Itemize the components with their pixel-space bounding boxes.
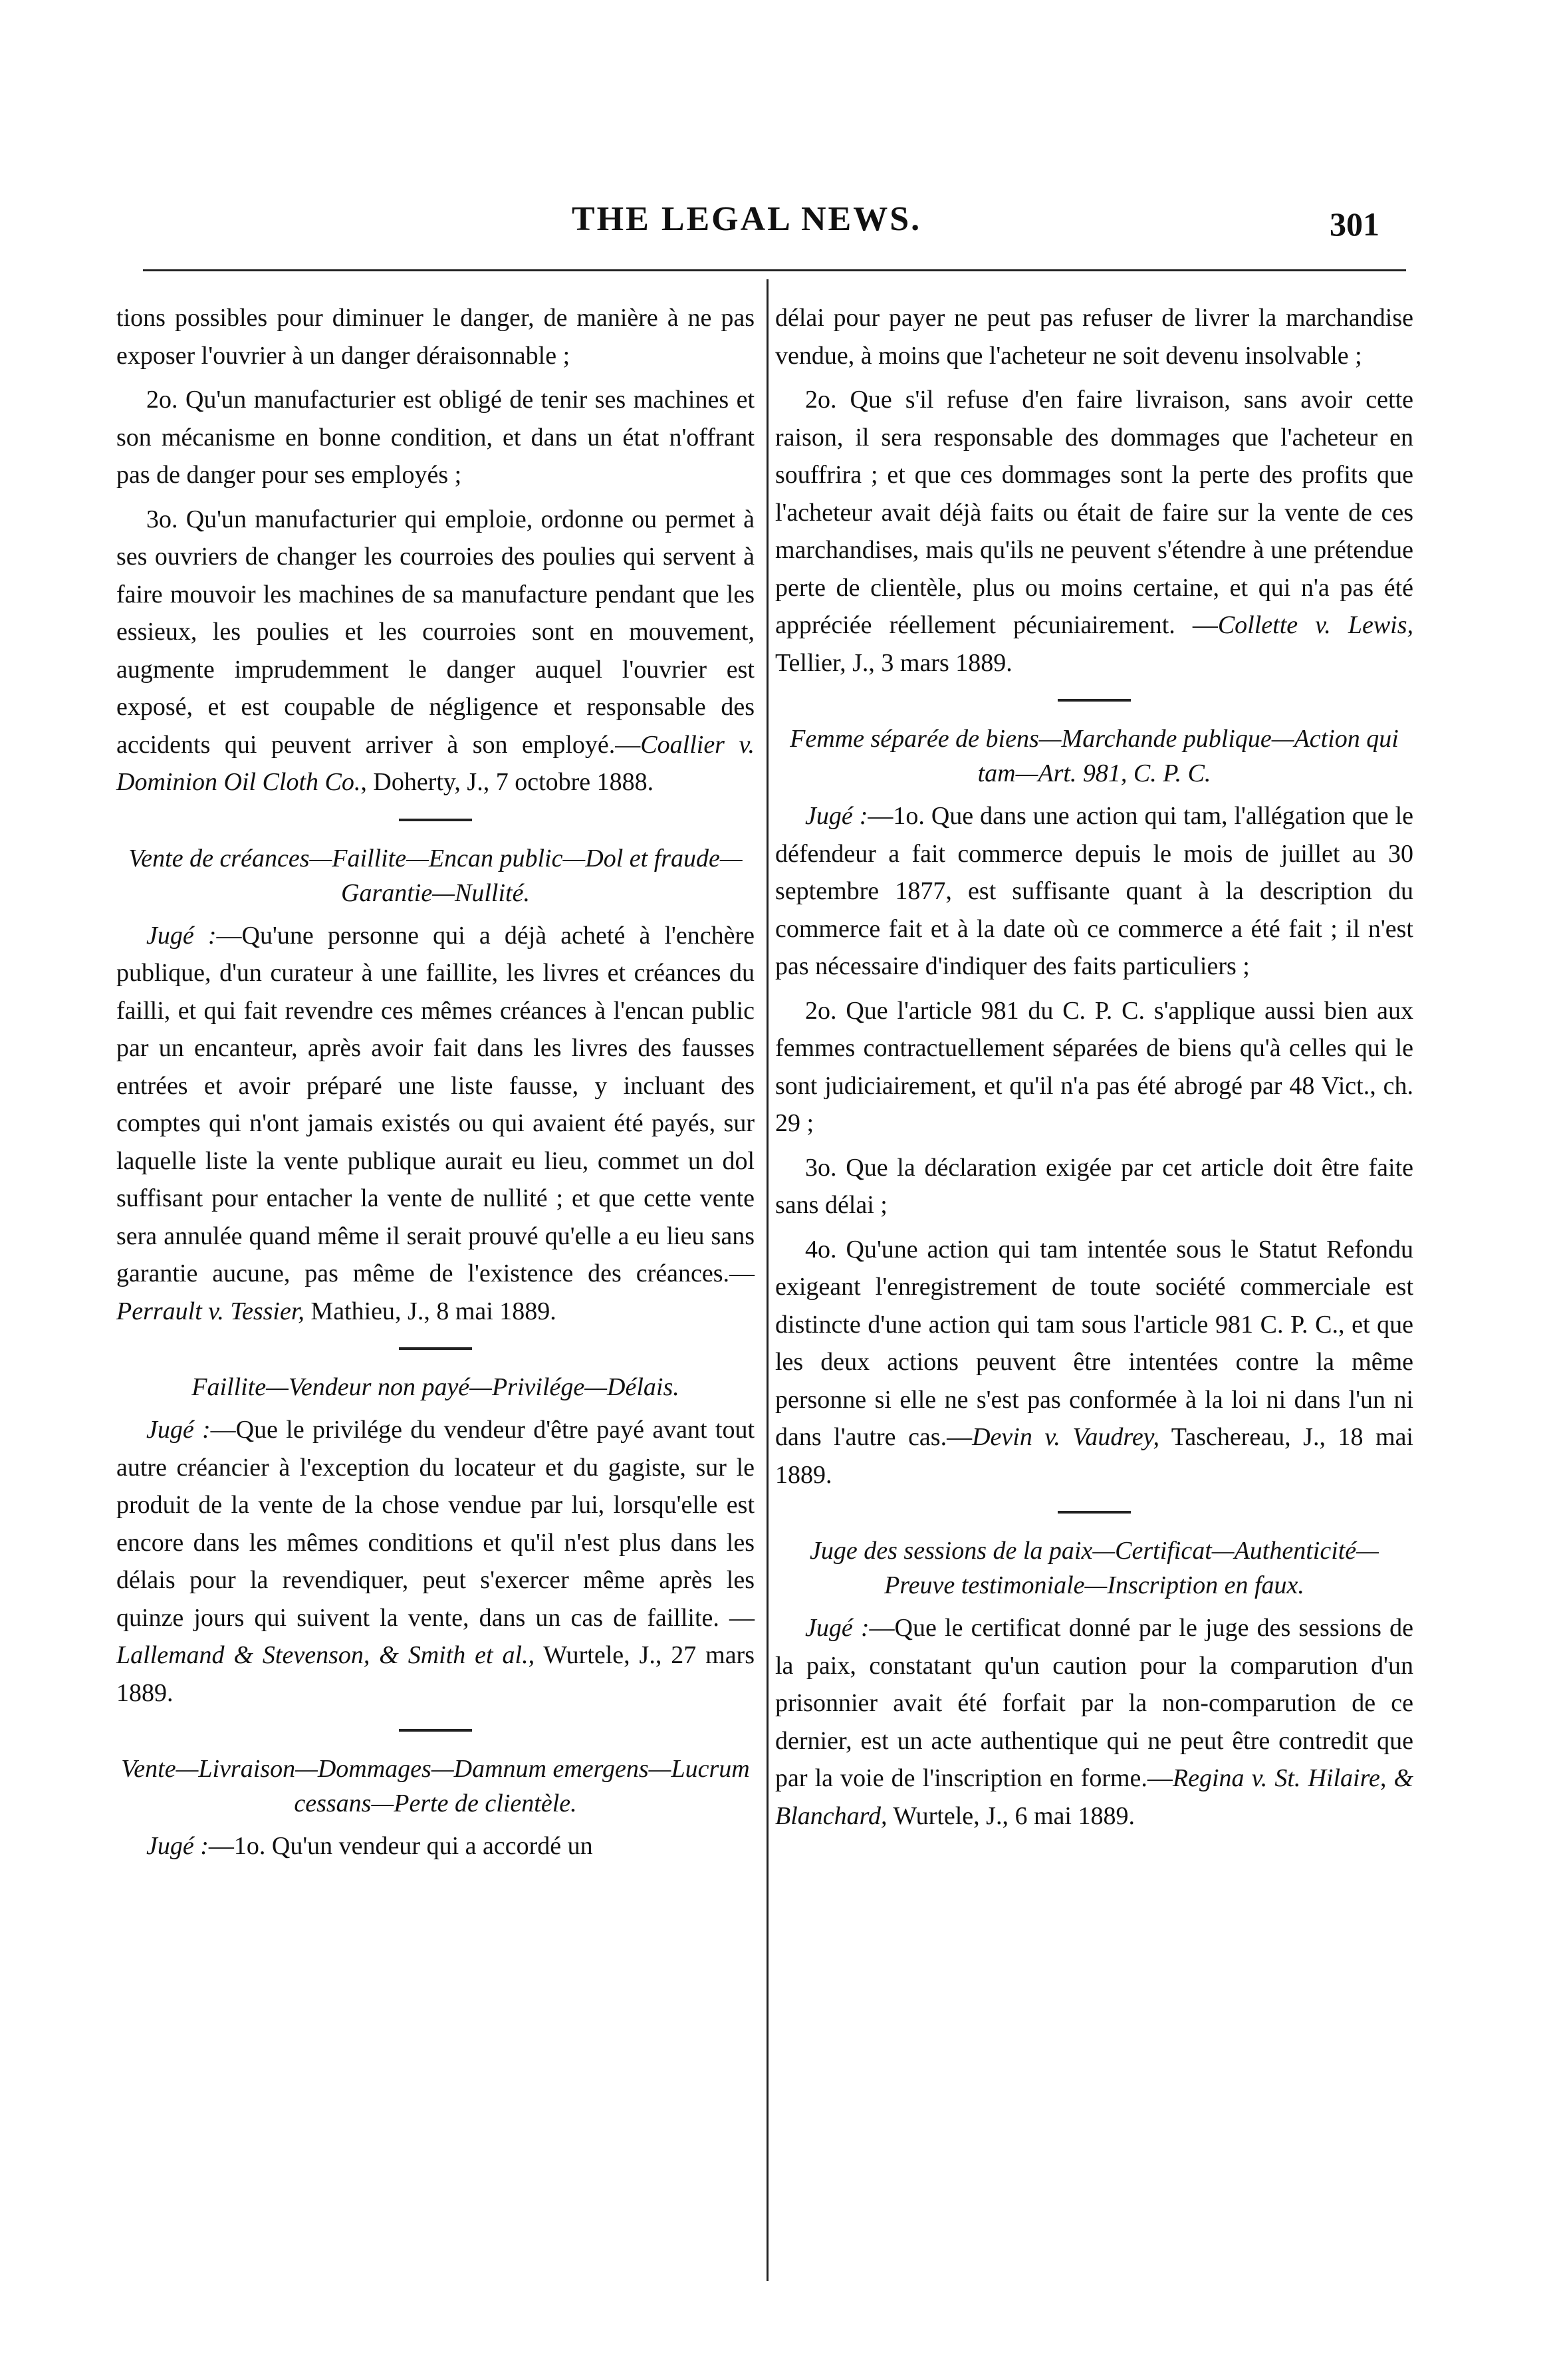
paragraph: Jugé :—1o. Qu'un vendeur qui a accordé un	[146, 1832, 593, 1860]
paragraph: Jugé :—Que le privilége du vendeur d'être payé avant tout autre créancier à l'exception du locateur et du gagiste, sur le produit de la vente de la chose vendue par lui, lorsqu'elle est encore dans les mêmes conditions et qu'il n'est plus dans les délais pour la revendiquer, peut s'exercer même après les quinze jours qui suivent la vente, dans un cas de faillite. —Lallemand & Stevenson, & Smith et al., Wurtele, J., 27 mars 1889.	[116, 1416, 755, 1707]
section-heading: Juge des sessions de la paix—Certificat—Authenticité—Preuve testimoniale—Inscription en faux.	[810, 1537, 1379, 1599]
section-heading: Faillite—Vendeur non payé—Privilége—Délais.	[191, 1373, 679, 1401]
paragraph: 3o. Qu'un manufacturier qui emploie, ordonne ou permet à ses ouvriers de changer les courroies des poulies qui servent à faire mouvoir les machines de sa manufacture pendant que les essieux, les poulies et les courroies sont en mouvement, augmente imprudemment le danger auquel l'ouvrier est exposé, et est coupable de négligence et responsable des accidents qui peuvent arriver à son employé.—Coallier v. Dominion Oil Cloth Co., Doherty, J., 7 octobre 1888.	[116, 505, 755, 796]
left-column	[116, 299, 755, 1872]
section-heading: Femme séparée de biens—Marchande publique—Action qui tam—Art. 981, C. P. C.	[790, 725, 1399, 787]
section-separator	[399, 1729, 472, 1732]
case-name: Lallemand & Stevenson, & Smith et al.,	[116, 1641, 535, 1669]
paragraph: 2o. Qu'un manufacturier est obligé de tenir ses machines et son mécanisme en bonne condition, et dans un état n'offrant pas de danger pour ses employés ;	[116, 386, 755, 489]
case-name: Perrault v. Tessier,	[116, 1297, 304, 1325]
case-name: Devin v. Vaudrey,	[972, 1423, 1159, 1451]
column-divider	[767, 279, 769, 2281]
section-heading: Vente de créances—Faillite—Encan public—Dol et fraude—Garantie—Nullité.	[128, 844, 743, 907]
paragraph: Jugé :—Que le certificat donné par le juge des sessions de la paix, constatant qu'un caution pour la comparution d'un prisonnier avait été forfait par la non-comparution de ce dernier, est un acte authentique qui ne peut être contredit que par la voie de l'inscription en forme.—Regina v. St. Hilaire, & Blanchard, Wurtele, J., 6 mai 1889.	[775, 1614, 1414, 1830]
section-separator	[399, 819, 472, 821]
header-rule	[143, 269, 1406, 271]
case-name: Regina v. St. Hilaire, & Blanchard,	[775, 1764, 1414, 1830]
case-name: Coallier v. Dominion Oil Cloth Co.	[116, 730, 755, 796]
journal-title: THE LEGAL NEWS.	[572, 200, 922, 238]
paragraph: délai pour payer ne peut pas refuser de livrer la marchandise vendue, à moins que l'acheteur ne soit devenu insolvable ;	[775, 304, 1413, 370]
page-number: 301	[1330, 205, 1379, 243]
paragraph: Jugé :—Qu'une personne qui a déjà acheté à l'enchère publique, d'un curateur à une faillite, les livres et créances du failli, et qui fait revendre ces mêmes créances à l'encan public par un encanteur, après avoir fait dans les livres des fausses entrées et avoir préparé une liste fausse, y incluant des comptes qui n'ont jamais existés ou qui avaient été payés, sur laquelle liste la vente publique aurait eu lieu, commet un dol suffisant pour entacher la vente de nullité ; et que cette vente sera annulée quand même il serait prouvé qu'elle a eu lieu sans garantie aucune, pas même de l'existence des créances.—Perrault v. Tessier, Mathieu, J., 8 mai 1889.	[116, 921, 755, 1325]
case-name: Collette v. Lewis,	[1217, 611, 1414, 639]
paragraph: tions possibles pour diminuer le danger, de manière à ne pas exposer l'ouvrier à un danger déraisonnable ;	[116, 304, 755, 370]
section-heading: Vente—Livraison—Dommages—Damnum emergens—Lucrum cessans—Perte de clientèle.	[121, 1755, 750, 1817]
paragraph: 3o. Que la déclaration exigée par cet article doit être faite sans délai ;	[775, 1153, 1413, 1219]
section-separator	[399, 1347, 472, 1350]
section-separator	[1058, 699, 1131, 702]
right-column	[775, 299, 1413, 1841]
paragraph: 4o. Qu'une action qui tam intentée sous le Statut Refondu exigeant l'enregistrement de toute société commerciale est distincte d'une action qui tam sous l'article 981 C. P. C., et que les deux actions peuvent être intentées contre la même personne si elle ne s'est pas conformée à la loi ni dans l'un ni dans l'autre cas.—Devin v. Vaudrey, Taschereau, J., 18 mai 1889.	[775, 1235, 1413, 1489]
section-separator	[1058, 1511, 1131, 1514]
paragraph: 2o. Que l'article 981 du C. P. C. s'applique aussi bien aux femmes contractuellement séparées de biens qu'à celles qui le sont judiciairement, et qu'il n'a pas été abrogé par 48 Vict., ch. 29 ;	[775, 996, 1413, 1137]
paragraph: Jugé :—1o. Que dans une action qui tam, l'allégation que le défendeur a fait commerce depuis le mois de juillet au 30 septembre 1877, est suffisante quant à la description du commerce fait et à la date où ce commerce a été fait ; il n'est pas nécessaire d'indiquer des faits particuliers ;	[775, 802, 1413, 980]
running-header	[0, 199, 1549, 259]
paragraph: 2o. Que s'il refuse d'en faire livraison, sans avoir cette raison, il sera responsable des dommages que l'acheteur en souffrira ; et que ces dommages sont la perte des profits que l'acheteur avait déjà faits ou était de faire sur la vente de ces marchandises, mais qu'ils ne peuvent s'étendre à une prétendue perte de clientèle, plus ou moins certaine, et qui n'a pas été appréciée réellement pécuniairement. —Collette v. Lewis, Tellier, J., 3 mars 1889.	[775, 386, 1414, 677]
